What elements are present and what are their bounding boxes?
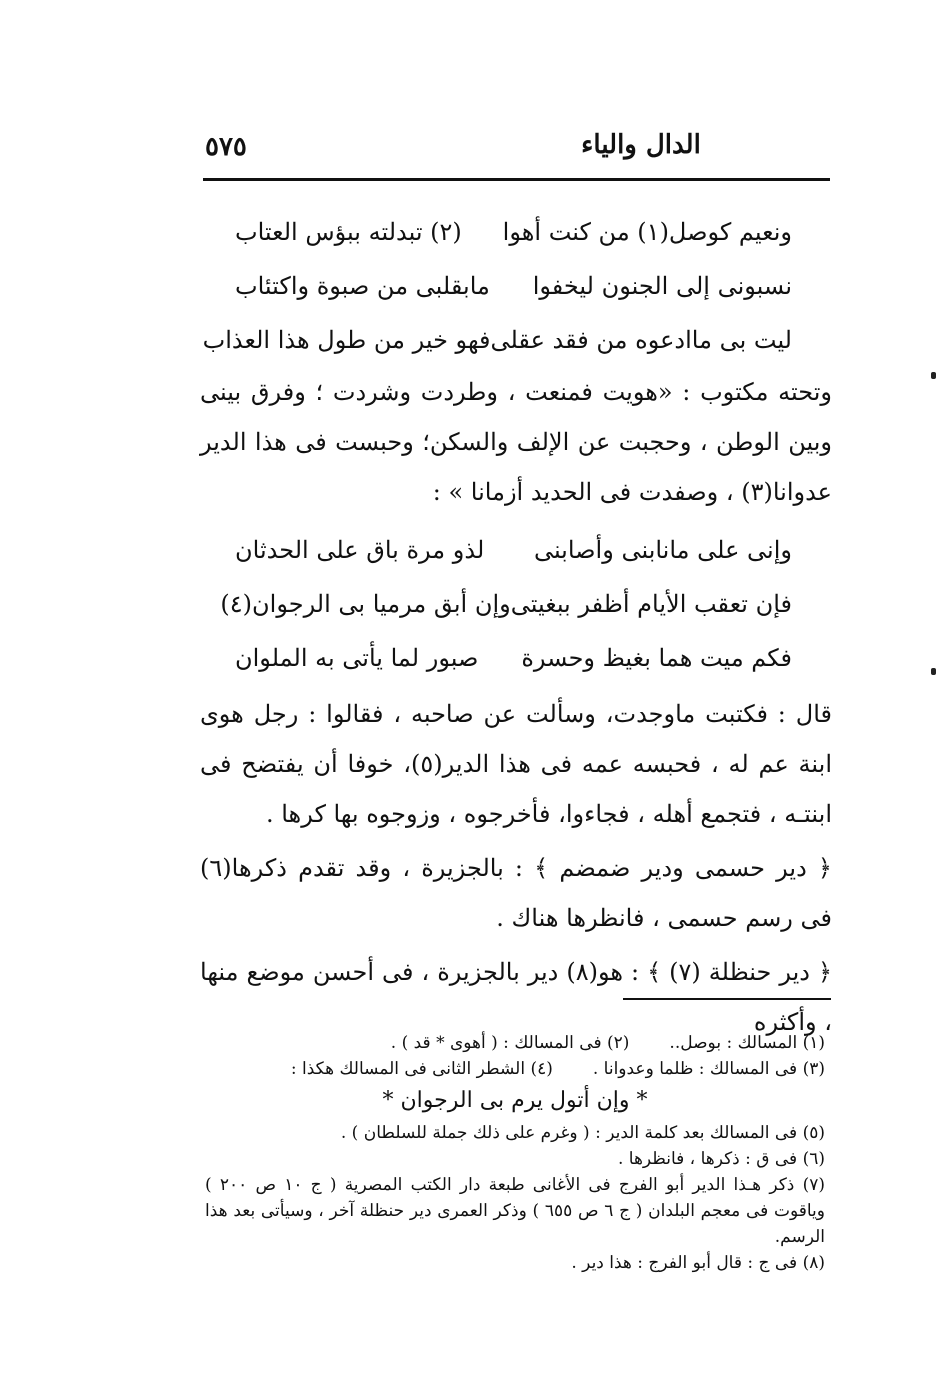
footnote-8: (٨) فى ج : قال أبو الفرج : هذا دير . xyxy=(571,1253,825,1273)
verse-hemistich-second: فهو خير من طول هذا العذاب xyxy=(202,326,491,354)
verse-hemistich-second: وإن أبق مرميا بى الرجوان(٤) xyxy=(220,590,511,618)
verse-line xyxy=(200,577,832,631)
verse-line xyxy=(200,523,832,577)
verse-hemistich-second: مابقلبى من صبوة واكتئاب xyxy=(235,272,490,300)
page-number: ٥٧٥ xyxy=(205,132,247,162)
verse-hemistich-first: وإنى على مانابنى وأصابنى xyxy=(533,536,792,564)
margin-mark xyxy=(931,668,936,675)
footnote-7: (٧) ذكر هـذا الدير أبو الفرج فى الأغانى طبعة دار الكتب المصرية ( ج ١٠ ص ٢٠٠ ) وياقوت فى معجم البلدان ( ج ٦ ص ٦٥٥ ) وذكر العمرى دير حنظلة آخر ، وسيأتى بعد هذا الرسم. xyxy=(205,1175,825,1247)
paragraph-dayr-hanzala: ﴿ دير حنظلة (٧) ﴾ : هو(٨) دير بالجزيرة ، فى أحسن موضع منها ، وأكثره xyxy=(200,958,833,1036)
footnote-row xyxy=(205,1056,825,1082)
main-text xyxy=(200,205,832,1047)
footnote-5: (٥) فى المسالك بعد كلمة الدير : ( وغرم على ذلك جملة للسلطان ) . xyxy=(340,1123,825,1143)
verse-line xyxy=(200,205,832,259)
footnote-rule xyxy=(623,998,831,1000)
page-header xyxy=(205,128,827,168)
paragraph-dayr-husma: ﴿ دير حسمى ودير ضمضم ﴾ : بالجزيرة ، وقد تقدم ذكرها(٦) فى رسم حسمى ، فانظرها هناك . xyxy=(200,854,832,932)
verse-hemistich-second: لذو مرة باق على الحدثان xyxy=(235,536,485,564)
footnote-2: (٢) فى المسالك : ( أهوى * قد ) . xyxy=(390,1033,630,1053)
verse-hemistich-first: نسبونى إلى الجنون ليخفوا xyxy=(532,272,792,300)
footnotes xyxy=(205,1030,825,1276)
verse-hemistich-first: ونعيم كوصل(١) من كنت أهوا xyxy=(502,218,792,246)
footnote-6: (٦) فى ق : ذكرها ، فانظرها . xyxy=(617,1149,825,1169)
verse-hemistich-first: فكم ميت هما بغيظ وحسرة xyxy=(521,644,792,672)
verse-hemistich-first: ليت بى ماادعوه من فقد عقلى xyxy=(490,326,792,354)
verse-line xyxy=(200,313,832,367)
footnote-4-verse: * وإن أتول يرم بى الرجوان * xyxy=(382,1088,648,1113)
paragraph-story: قال : فكتبت ماوجدت، وسألت عن صاحبه ، فقالوا : رجل هوى ابنة عم له ، فحبسه عمه فى هذا الدير(٥)، خوفا أن يفتضح فى ابنتـه ، فتجمع أهله ، فجاءوا، فأخرجوه ، وزوجوه بها كرها . xyxy=(200,700,833,828)
header-rule xyxy=(203,178,830,181)
verse-hemistich-second: صبور لما يأتى به الملوان xyxy=(235,644,479,672)
paragraph-inscription: وتحته مكتوب : «هويت فمنعت ، وطردت وشردت ؛ وفرق بينى وبين الوطن ، وحجبت عن الإلف والسكن؛ وحبست فى هذا الدير عدوانا(٣) ، وصفدت فى الحديد أزمانا » : xyxy=(200,378,832,506)
footnote-row xyxy=(205,1030,825,1056)
footnote-1: (١) المسالك : بوصل.. xyxy=(669,1033,825,1053)
verse-hemistich-first: فإن تعقب الأيام أظفر ببغيتى xyxy=(510,590,792,618)
running-title: الدال والياء xyxy=(581,130,701,160)
verse-line xyxy=(200,259,832,313)
margin-mark xyxy=(931,372,936,379)
footnote-4: (٤) الشطر الثانى فى المسالك هكذا : xyxy=(290,1059,553,1079)
verse-line xyxy=(200,631,832,685)
verse-hemistich-second: (٢) تبدلته ببؤس العتاب xyxy=(235,218,462,246)
footnote-3: (٣) فى المسالك : ظلما وعدوانا . xyxy=(592,1059,825,1079)
